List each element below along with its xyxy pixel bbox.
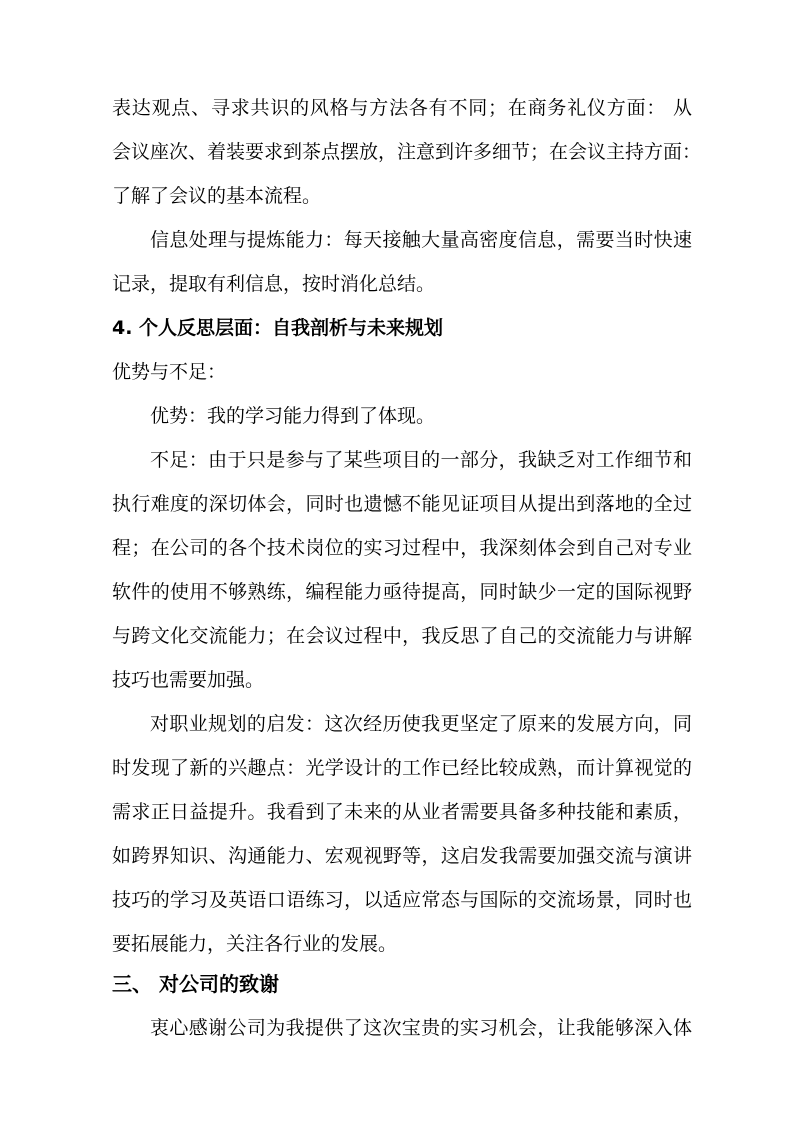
paragraph-line: 会议座次、着装要求到茶点摆放，注意到许多细节；在会议主持方面： [112,141,702,163]
paragraph-line: 表达观点、寻求共识的风格与方法各有不同；在商务礼仪方面： 从 [112,97,692,119]
paragraph-line: 执行难度的深切体会，同时也遗憾不能见证项目从提出到落地的全过 [112,493,692,515]
paragraph-line: 记录，提取有利信息，按时消化总结。 [112,273,436,295]
paragraph-line: 时发现了新的兴趣点：光学设计的工作已经比较成熟，而计算视觉的 [112,757,692,779]
paragraph-line: 如跨界知识、沟通能力、宏观视野等，这启发我需要加强交流与演讲 [112,845,692,867]
paragraph-line: 与跨文化交流能力；在会议过程中，我反思了自己的交流能力与讲解 [112,625,692,647]
section-heading: 4. 个人反思层面：自我剖析与未来规划 [112,317,444,339]
subheading: 优势与不足： [112,361,227,383]
paragraph-line: 对职业规划的启发：这次经历使我更坚定了原来的发展方向，同 [150,713,692,735]
paragraph-line: 了解了会议的基本流程。 [112,185,322,207]
paragraph-line: 不足：由于只是参与了某些项目的一部分，我缺乏对工作细节和 [150,449,692,471]
paragraph-line: 软件的使用不够熟练，编程能力亟待提高，同时缺少一定的国际视野 [112,581,692,603]
paragraph-line: 技巧的学习及英语口语练习，以适应常态与国际的交流场景，同时也 [112,889,692,911]
paragraph-line: 衷心感谢公司为我提供了这次宝贵的实习机会，让我能够深入体 [150,1017,692,1039]
paragraph-line: 需求正日益提升。我看到了未来的从业者需要具备多种技能和素质， [112,801,692,823]
paragraph-line: 要拓展能力，关注各行业的发展。 [112,933,398,955]
paragraph-line: 优势：我的学习能力得到了体现。 [150,405,436,427]
paragraph-line: 程；在公司的各个技术岗位的实习过程中，我深刻体会到自己对专业 [112,537,692,559]
chapter-heading: 三、 对公司的致谢 [112,972,279,996]
paragraph-line: 技巧也需要加强。 [112,669,265,691]
paragraph-line: 信息处理与提炼能力：每天接触大量高密度信息，需要当时快速 [150,229,692,251]
